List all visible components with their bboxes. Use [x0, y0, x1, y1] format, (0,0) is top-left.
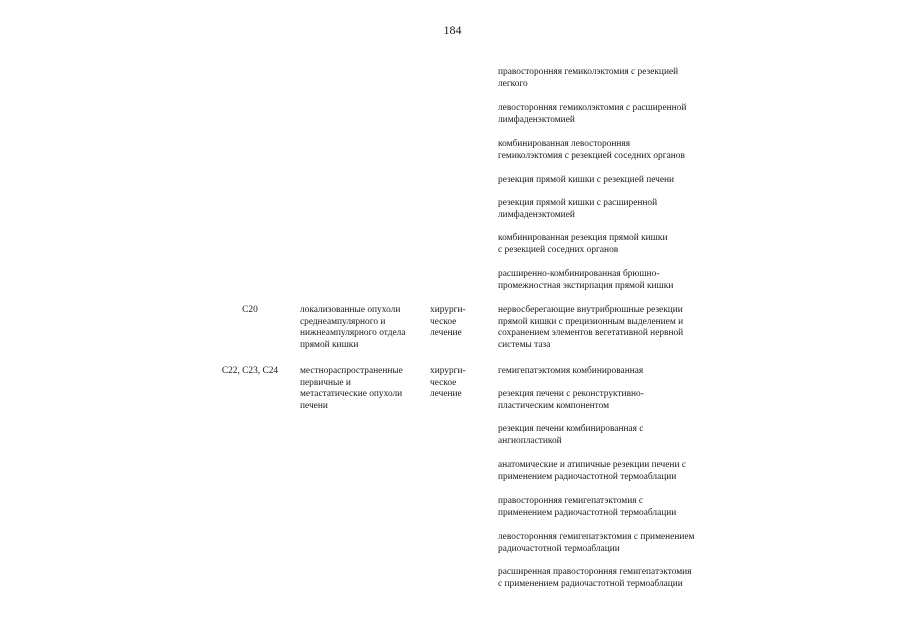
diagnosis-description: местнораспространенные первичные и метастатические опухоли печени [300, 366, 403, 411]
page-number: 184 [443, 23, 462, 37]
method-item: комбинированная резекция прямой кишки с резекцией соседних органов [498, 233, 668, 255]
method-item: расширенно-комбинированная брюшно- промежностная экстирпация прямой кишки [498, 269, 674, 291]
method-item: комбинированная левосторонняя гемиколэктомия с резекцией соседних органов [498, 139, 685, 161]
method-item: левосторонняя гемигепатэктомия с применением радиочастотной термоаблации [498, 532, 695, 554]
method-item: правосторонняя гемигепатэктомия с применением радиочастотной термоаблации [498, 496, 677, 518]
method-item: резекция прямой кишки с резекцией печени [498, 175, 675, 185]
method-item: анатомические и атипичные резекции печени с применением радиочастотной термоаблации [498, 460, 686, 482]
method-item: гемигепатэктомия комбинированная [498, 366, 644, 376]
diagnosis-description: локализованные опухоли среднеампулярного и нижнеампулярного отдела прямой кишки [300, 305, 406, 350]
diagnosis-code: C20 [242, 305, 258, 315]
method-item: резекция прямой кишки с расширенной лимфаденэктомией [498, 198, 658, 220]
method-item: резекция печени комбинированная с ангиопластикой [498, 424, 644, 446]
method-item: нервосберегающие внутрибрюшные резекции прямой кишки с прецизионным выделением и сохранением элементов вегетативной нервной системы таза [498, 305, 684, 350]
method-item: резекция печени с реконструктивно- пластическим компонентом [498, 389, 644, 411]
treatment-type: хирурги- ческое лечение [430, 305, 466, 338]
method-item: расширенная правосторонняя гемигепатэктомия с применением радиочастотной термоаблации [498, 567, 692, 589]
diagnosis-code: C22, C23, C24 [221, 366, 279, 376]
method-item: левосторонняя гемиколэктомия с расширенной лимфаденэктомией [498, 103, 687, 125]
method-item: правосторонняя гемиколэктомия с резекцией легкого [498, 67, 679, 89]
treatment-type: хирурги- ческое лечение [430, 366, 466, 399]
